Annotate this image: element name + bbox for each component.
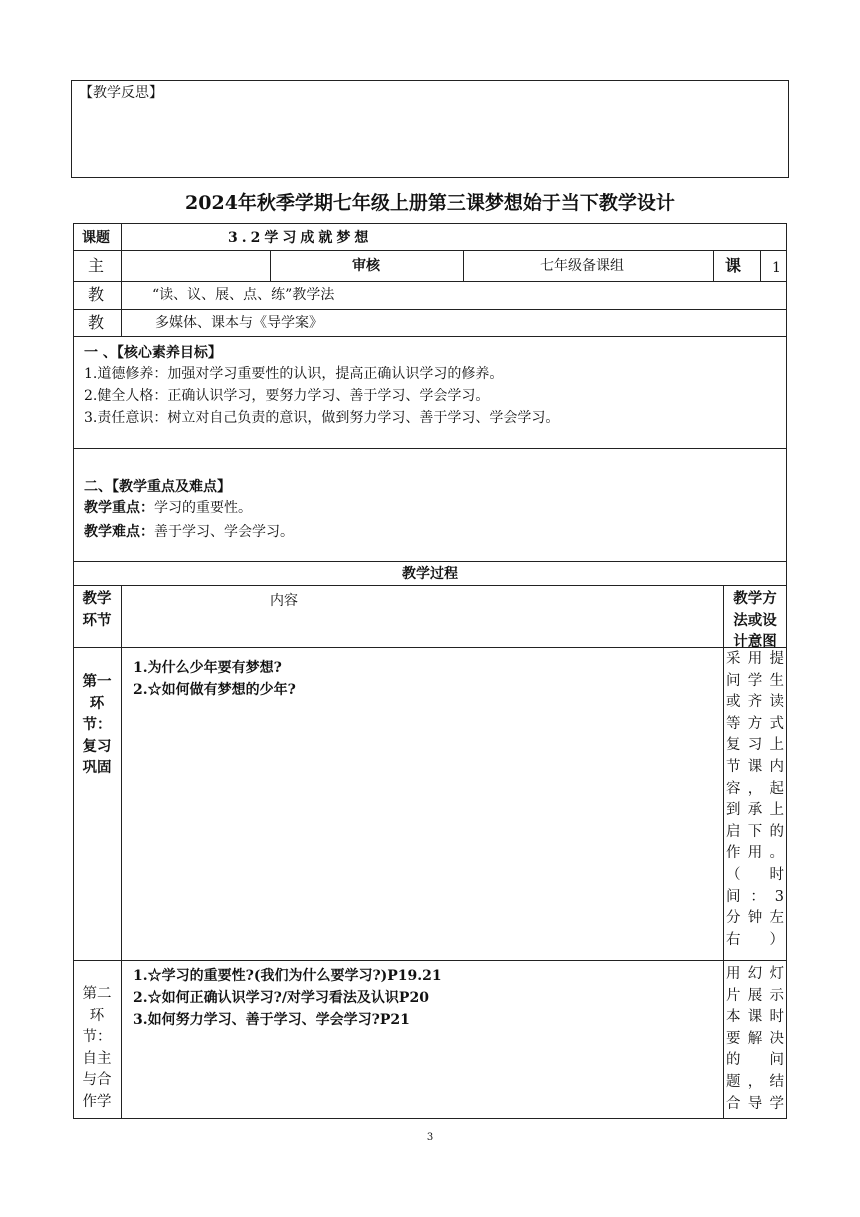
tools-value: 多媒体、课本与《导学案》: [155, 315, 323, 331]
goal-item: 3.责任意识：树立对自己负责的意识，做到努力学习、善于学习、学会学习。: [84, 410, 560, 426]
reflection-box: [71, 80, 789, 178]
review-label: 审核: [352, 258, 380, 274]
difficulty-value: 善于学习、学会学习。: [154, 524, 294, 540]
focus-value: 学习的重要性。: [154, 500, 252, 516]
topic-value: 3.2学习成就梦想: [228, 230, 373, 246]
stage2-item: 1.☆学习的重要性?(我们为什么要学习?)P19.21: [133, 968, 442, 984]
goals-heading: 一 、【核心素养目标】: [84, 345, 222, 361]
stage1-name: 第一 环 节： 复习 巩固: [82, 673, 112, 777]
method-label: 教: [88, 285, 105, 304]
tools-label: 教: [88, 313, 105, 332]
difficulty-row: [84, 522, 294, 542]
focus-label: 教学重点：: [84, 500, 154, 516]
lesson-label: 课: [725, 256, 742, 275]
col-stage-header: 教学 环节: [82, 590, 112, 629]
method-value: “读、议、展、点、练”教学法: [152, 287, 335, 303]
review-value: 七年级备课组: [540, 258, 624, 274]
col-content-header: 内容: [270, 593, 298, 609]
stage1-item: 1.为什么少年要有梦想?: [133, 660, 282, 676]
goal-item: 1.道德修养：加强对学习重要性的认识，提高正确认识学习的修养。: [84, 366, 504, 382]
lesson-value: 1: [772, 260, 781, 276]
difficulty-label: 教学难点：: [84, 524, 154, 540]
reflection-label: 【教学反思】: [79, 85, 163, 101]
topic-label: 课题: [82, 230, 110, 246]
goal-item: 2.健全人格：正确认识学习，要努力学习、善于学习、学会学习。: [84, 388, 490, 404]
stage1-item: 2.☆如何做有梦想的少年?: [133, 682, 296, 698]
main-label: 主: [88, 256, 105, 275]
stage2-item: 2.☆如何正确认识学习?/对学习看法及认识P20: [133, 990, 429, 1006]
stage2-notes: 用幻灯 片展示 本课时 要解决 的 问 题，结 合导学: [726, 966, 784, 1112]
page-number: 3: [426, 1132, 434, 1143]
focus-row: [84, 498, 252, 518]
col-method-header: 教学方 法或设 计意图: [733, 590, 777, 651]
stage1-notes: 采用提 问学生 或齐读 等方式 复习上 节课内 容，起 到承上 启下的 作用。 （ 时 间 ： 3 分钟左 右）: [726, 651, 784, 948]
keypoints-heading: 二、【教学重点及难点】: [84, 479, 231, 495]
process-heading: 教学过程: [402, 566, 458, 582]
document-title: 2024年秋季学期七年级上册第三课梦想始于当下教学设计: [185, 192, 675, 214]
stage2-name: 第二 环 节： 自主 与合 作学: [82, 986, 112, 1110]
stage2-item: 3.如何努力学习、善于学习、学会学习?P21: [133, 1012, 410, 1028]
